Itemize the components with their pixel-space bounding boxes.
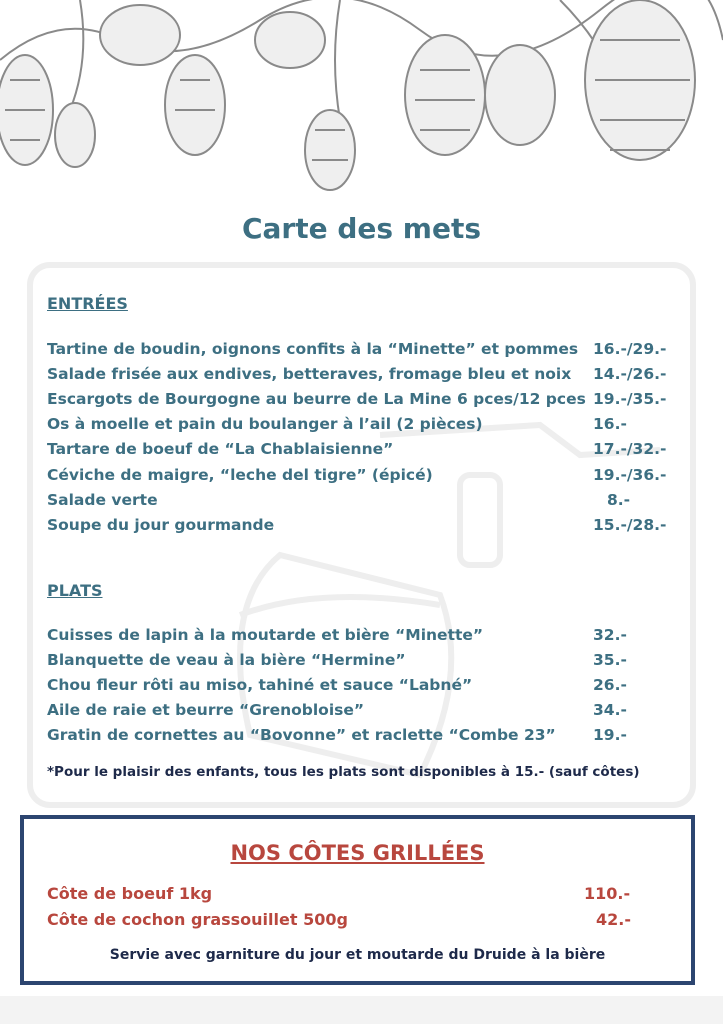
menu-item — [47, 462, 687, 487]
menu-item-name: Salade verte — [47, 490, 158, 509]
plats-heading: PLATS — [47, 581, 103, 600]
page-title: Carte des mets — [241, 212, 482, 245]
grill-item-price: 42.- — [596, 910, 631, 929]
menu-item-name: Gratin de cornettes au “Bovonne” et raclette “Combe 23” — [47, 726, 556, 745]
menu-item — [47, 723, 687, 748]
page-bottom-band — [0, 996, 723, 1024]
hops-illustration — [0, 0, 723, 200]
menu-item — [47, 647, 687, 672]
menu-item-price: 16.- — [593, 415, 627, 434]
grill-note: Servie avec garniture du jour et moutarde du Druide à la bière — [109, 947, 606, 963]
menu-item — [47, 386, 687, 411]
menu-item-name: Soupe du jour gourmande — [47, 515, 275, 534]
grill-item-price: 110.- — [584, 884, 631, 903]
grill-heading: NOS CÔTES GRILLÉES — [230, 841, 485, 865]
menu-item — [47, 698, 687, 723]
menu-item-price: 19.-/36.- — [593, 465, 667, 484]
entrees-list — [47, 336, 687, 538]
plats-list — [47, 622, 687, 748]
menu-item-price: 19.-/35.- — [593, 389, 667, 408]
menu-item-name: Chou fleur rôti au miso, tahiné et sauce “Labné” — [47, 675, 473, 694]
menu-item-name: Escargots de Bourgogne au beurre de La Mine 6 pces/12 pces — [47, 389, 586, 408]
menu-item-price: 34.- — [593, 701, 627, 720]
grill-item-name: Côte de cochon grassouillet 500g — [47, 910, 348, 929]
menu-item-name: Tartare de boeuf de “La Chablaisienne” — [47, 440, 394, 459]
menu-item-name: Tartine de boudin, oignons confits à la “Minette” et pommes — [47, 339, 579, 358]
menu-item-price: 35.- — [593, 650, 627, 669]
menu-item-name: Blanquette de veau à la bière “Hermine” — [47, 650, 406, 669]
menu-item — [47, 361, 687, 386]
menu-item-price: 14.-/26.- — [593, 364, 667, 383]
grill-section — [20, 815, 695, 985]
menu-item-name: Os à moelle et pain du boulanger à l’ail (2 pièces) — [47, 415, 483, 434]
menu-item — [47, 412, 687, 437]
children-note: *Pour le plaisir des enfants, tous les plats sont disponibles à 15.- (sauf côtes) — [47, 764, 640, 780]
menu-item-price: 32.- — [593, 625, 627, 644]
entrees-heading: ENTRÉES — [47, 294, 128, 313]
menu-item-price: 16.-/29.- — [593, 339, 667, 358]
menu-item-price: 8.- — [607, 490, 631, 509]
menu-item — [47, 336, 687, 361]
menu-item — [47, 487, 687, 512]
menu-item-price: 19.- — [593, 726, 627, 745]
menu-item-name: Aile de raie et beurre “Grenobloise” — [47, 701, 365, 720]
menu-item — [47, 437, 687, 462]
menu-item — [47, 672, 687, 697]
menu-item — [47, 622, 687, 647]
menu-item-name: Cuisses de lapin à la moutarde et bière “Minette” — [47, 625, 484, 644]
grill-item-name: Côte de boeuf 1kg — [47, 884, 213, 903]
menu-item-name: Salade frisée aux endives, betteraves, fromage bleu et noix — [47, 364, 572, 383]
menu-item-price: 15.-/28.- — [593, 515, 667, 534]
menu-item-price: 17.-/32.- — [593, 440, 667, 459]
menu-item-price: 26.- — [593, 675, 627, 694]
menu-item — [47, 512, 687, 537]
menu-item-name: Céviche de maigre, “leche del tigre” (épicé) — [47, 465, 433, 484]
